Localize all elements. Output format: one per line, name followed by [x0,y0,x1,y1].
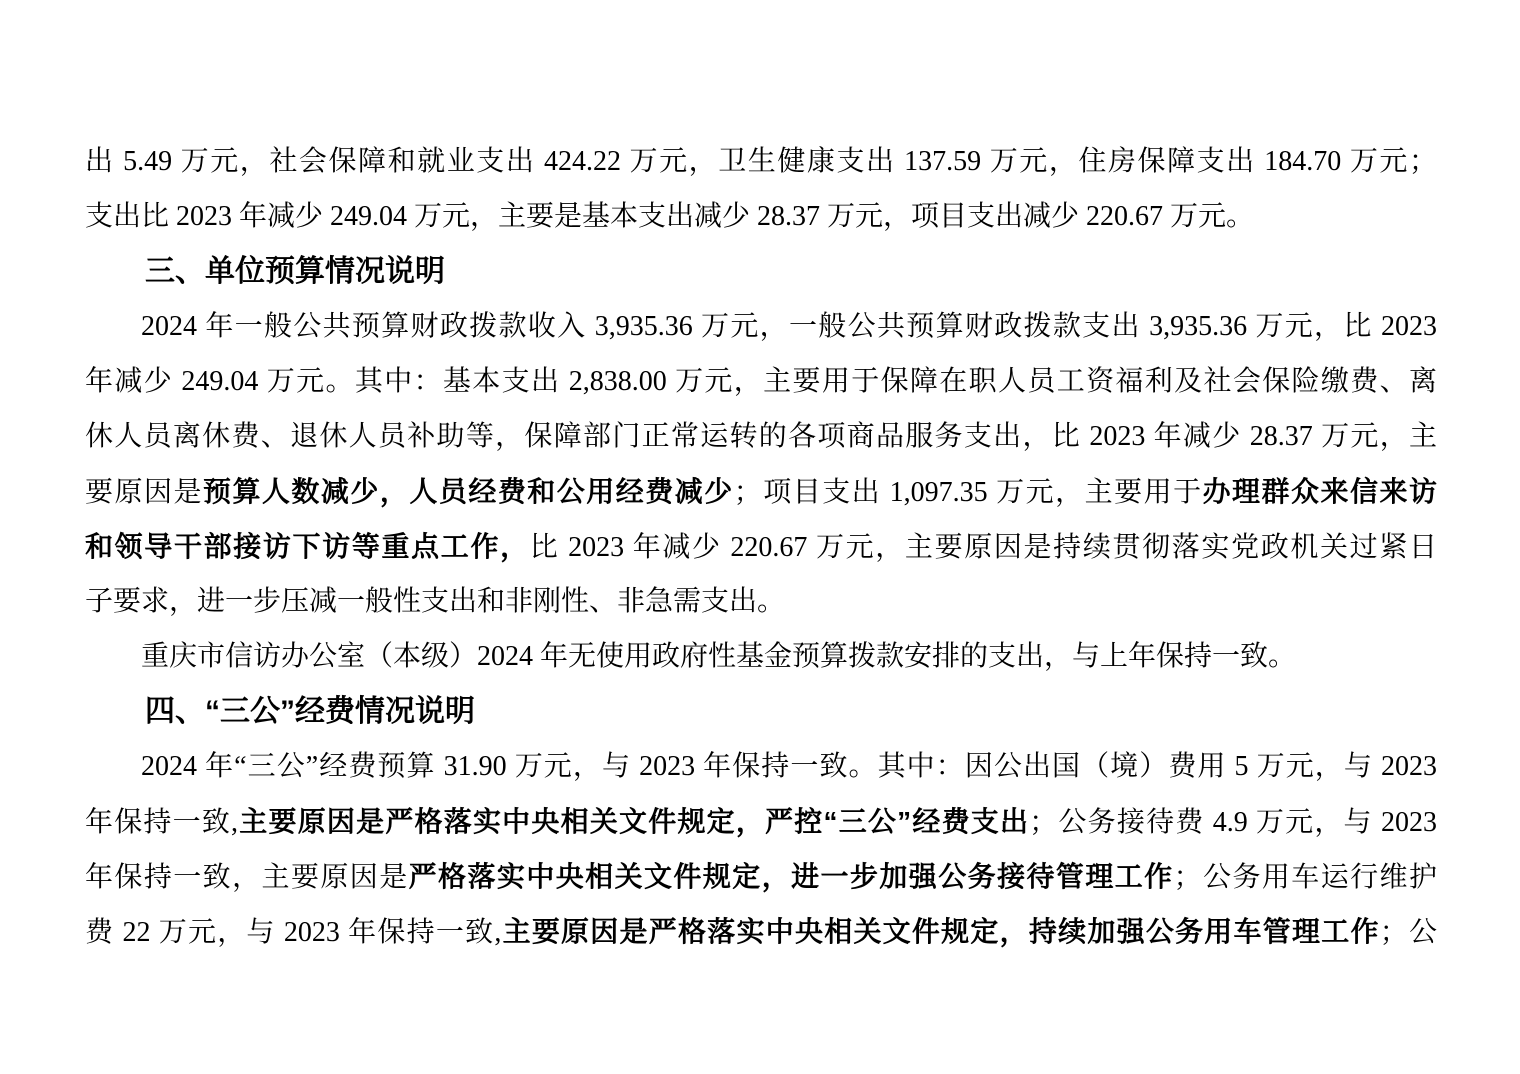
text-run: 年减少 249.04 万元。其中：基本支出 2,838.00 万元，主要用于保障在职人员工资福利及社会保险缴费、离 [85,366,1437,397]
doc-line [85,464,1437,519]
text-run: 年保持一致, [85,807,239,838]
emphasis-run: 办理群众来信来访 [1202,476,1437,507]
doc-line [85,849,1437,904]
doc-line [85,299,1437,354]
document-body [85,134,1437,959]
doc-line [85,134,1437,189]
heading-text: 四、“三公”经费情况说明 [145,695,475,728]
doc-line [85,629,1437,684]
text-run: ；公务用车运行维护 [1173,862,1437,893]
text-run: 2024 年“三公”经费预算 31.90 万元，与 2023 年保持一致。其中：因公出国（境）费用 5 万元，与 2023 [141,751,1437,782]
doc-line [85,409,1437,464]
doc-line [85,354,1437,409]
text-run: ；项目支出 1,097.35 万元，主要用于 [733,477,1203,508]
emphasis-run: 主要原因是严格落实中央相关文件规定，持续加强公务用车管理工作 [501,916,1380,947]
text-run: 休人员离休费、退休人员补助等，保障部门正常运转的各项商品服务支出，比 2023 年减少 28.37 万元，主 [85,421,1437,452]
text-run: 费 22 万元，与 2023 年保持一致, [85,917,502,948]
emphasis-run: 严格落实中央相关文件规定，进一步加强公务接待管理工作 [408,861,1174,892]
text-run: 出 5.49 万元，社会保障和就业支出 424.22 万元，卫生健康支出 137.59 万元，住房保障支出 184.70 万元； [85,146,1437,177]
text-run: 子要求，进一步压减一般性支出和非刚性、非急需支出。 [85,586,786,617]
emphasis-run: 预算人数减少，人员经费和公用经费减少 [202,476,734,507]
emphasis-run: 和领导干部接访下访等重点工作， [85,531,530,562]
text-run: 要原因是 [85,477,203,508]
text-run: ；公 [1379,917,1437,948]
text-run: 重庆市信访办公室（本级）2024 年无使用政府性基金预算拨款安排的支出，与上年保持一致。 [141,641,1297,672]
doc-line [85,574,1437,629]
text-run: 年保持一致，主要原因是 [85,862,409,893]
emphasis-run: 主要原因是严格落实中央相关文件规定，严控“三公”经费支出 [238,806,1030,837]
doc-line [85,794,1437,849]
doc-line [85,189,1437,244]
text-run: 支出比 2023 年减少 249.04 万元，主要是基本支出减少 28.37 万元，项目支出减少 220.67 万元。 [85,201,1255,232]
heading-text: 三、单位预算情况说明 [145,255,445,288]
text-run: 2024 年一般公共预算财政拨款收入 3,935.36 万元，一般公共预算财政拨款支出 3,935.36 万元，比 2023 [141,311,1437,342]
text-run: ；公务接待费 4.9 万元，与 2023 [1029,807,1437,838]
doc-line [85,739,1437,794]
doc-line [85,519,1437,574]
section-heading-4 [85,684,1437,739]
doc-line [85,904,1437,959]
text-run: 比 2023 年减少 220.67 万元，主要原因是持续贯彻落实党政机关过紧日 [529,532,1437,563]
section-heading-3 [85,244,1437,299]
